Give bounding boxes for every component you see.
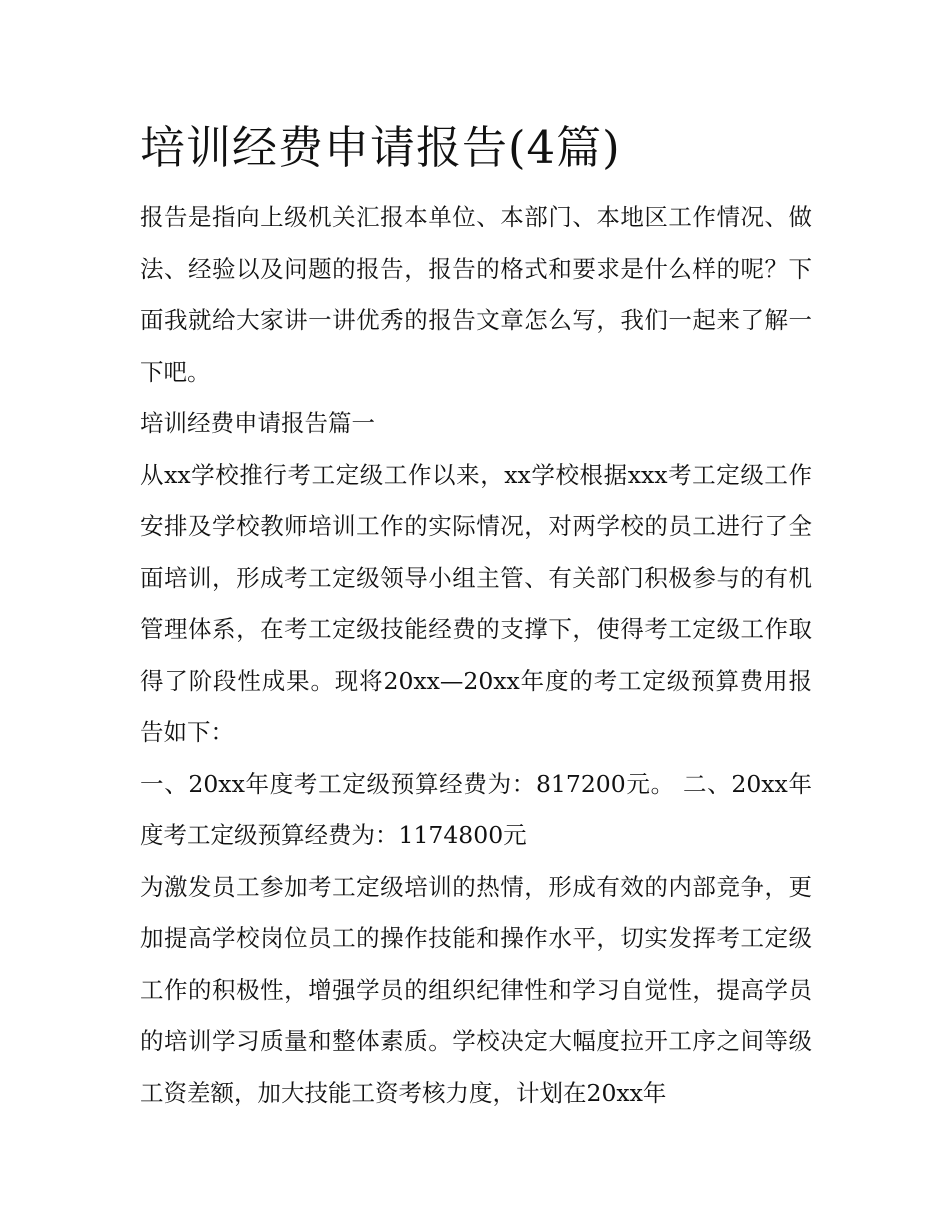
body-paragraph-1: 从xx学校推行考工定级工作以来，xx学校根据xxx考工定级工作安排及学校教师培训工作的实际情况，对两学校的员工进行了全面培训，形成考工定级领导小组主管、有关部门积极参与的有机管理体系，在考工定级技能经费的支撑下，使得考工定级工作取得了阶段性成果。现将20xx—20xx年度的考工定级预算费用报告如下： [140, 460, 812, 746]
document-title: 培训经费申请报告(4篇) [140, 121, 621, 174]
body-paragraph-2: 一、20xx年度考工定级预算经费为：817200元。 二、20xx年度考工定级预算经费为：1174800元 [140, 769, 812, 849]
intro-paragraph: 报告是指向上级机关汇报本单位、本部门、本地区工作情况、做法、经验以及问题的报告，报告的格式和要求是什么样的呢？下面我就给大家讲一讲优秀的报告文章怎么写，我们一起来了解一下吧。 [140, 203, 812, 386]
document-body [140, 118, 812, 1119]
section-heading: 培训经费申请报告篇一 [140, 409, 375, 437]
body-paragraph-3: 为激发员工参加考工定级培训的热情，形成有效的内部竞争，更加提高学校岗位员工的操作技能和操作水平，切实发挥考工定级工作的积极性，增强学员的组织纪律性和学习自觉性，提高学员的培训学习质量和整体素质。学校决定大幅度拉开工序之间等级工资差额，加大技能工资考核力度，计划在20xx年 [140, 872, 812, 1107]
